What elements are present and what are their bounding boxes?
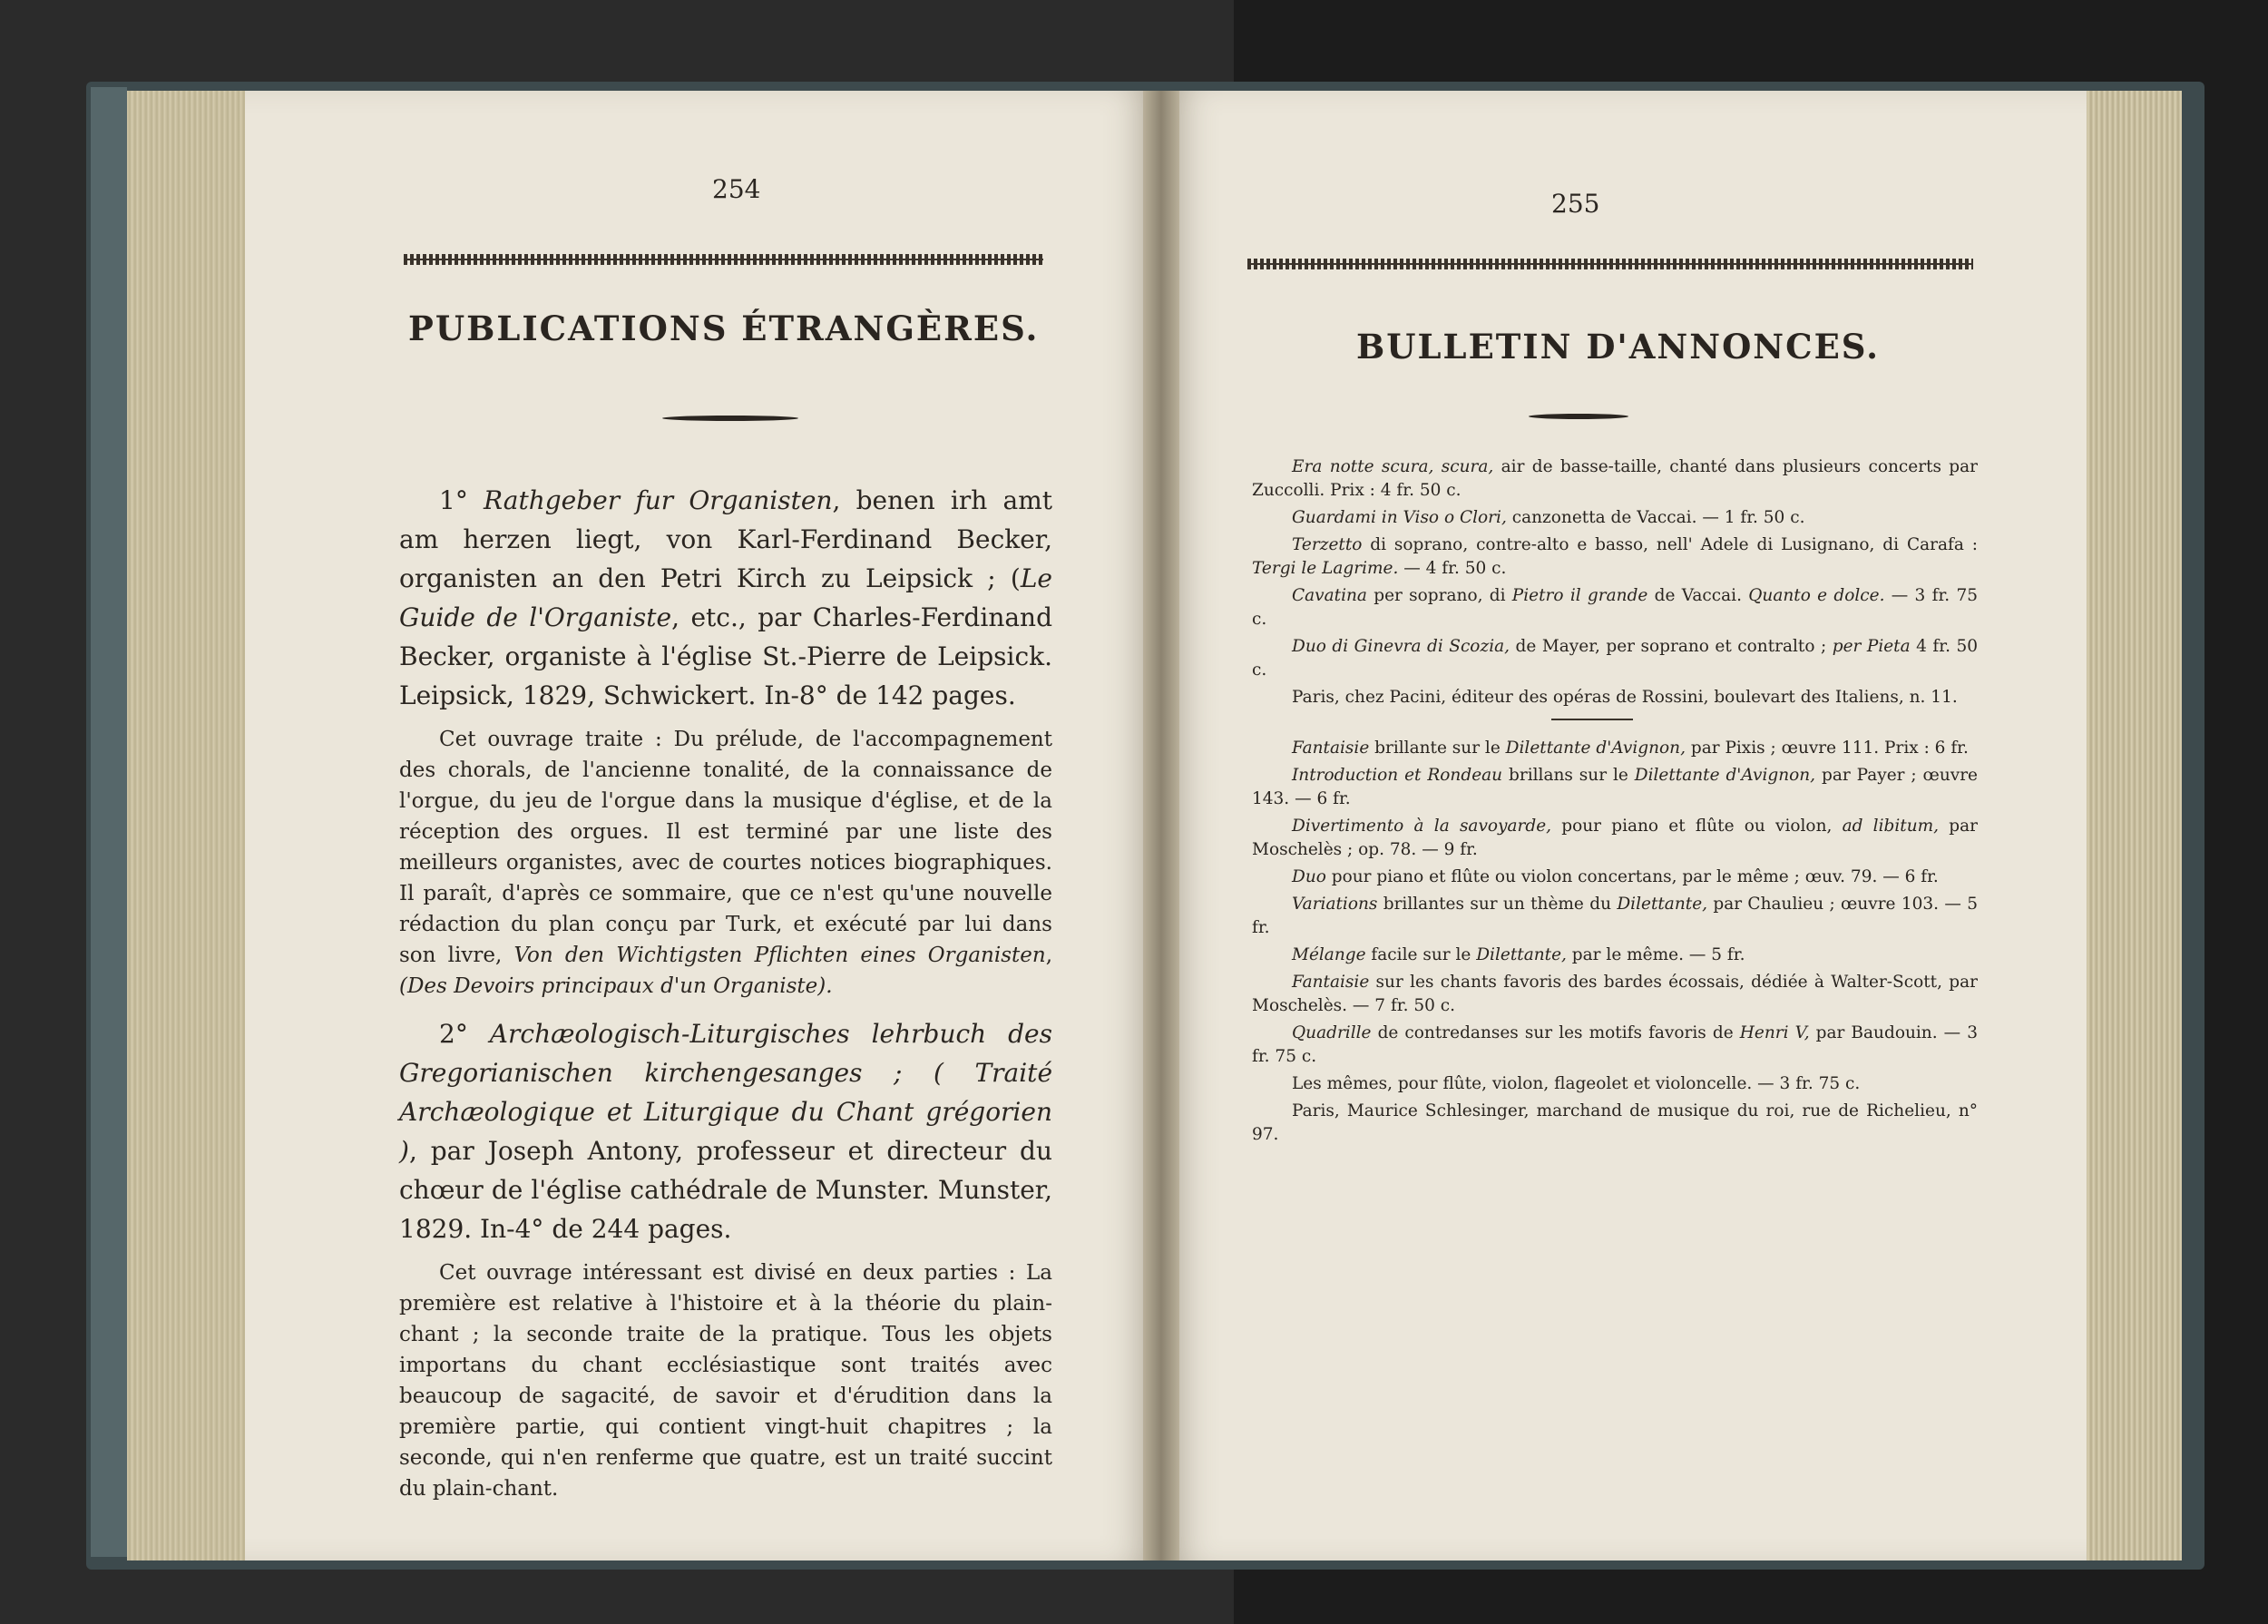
page-title: PUBLICATIONS ÉTRANGÈRES. <box>408 308 1040 348</box>
paragraph-1-text: Cet ouvrage traite : Du prélude, de l'accompagnement des chorals, de l'ancienne tonalité, de la connaissance de l'orgue, du jeu de l'orgue dans la musique d'église, et de la réception des orgues. Il est terminé par une liste des meilleurs organistes, avec de courtes notices biographiques. Il paraît, d'après ce sommaire, que ce n'est qu'une nouvelle rédaction du plan conçu par Turk, et exécuté par lui dans son livre, <box>399 728 1052 967</box>
announcement-text-2: par Pixis ; œuvre 111. Prix : 6 fr. <box>1685 739 1969 758</box>
announcement-text: sur les chants favoris des bardes écossais, dédiée à Walter-Scott, par Moschelès. — 7 fr. 50 c. <box>1252 973 1978 1015</box>
announcement-title: Duo di Ginevra di Scozia, <box>1292 637 1510 656</box>
announcement-text: canzonetta de Vaccai. — 1 fr. 50 c. <box>1506 508 1805 527</box>
left-page <box>245 91 1161 1560</box>
announcement-title: Introduction et Rondeau <box>1292 766 1503 785</box>
announcement <box>1252 455 1978 503</box>
announcement-title: Quadrille <box>1292 1023 1372 1042</box>
book-cover-edge <box>91 87 127 1557</box>
title-ornament <box>662 416 798 421</box>
announcement <box>1252 635 1978 682</box>
announcement-text: di soprano, contre-alto e basso, nell' Adele di Lusignano, di Carafa : <box>1362 535 1978 554</box>
announcement-text: de contredanses sur les motifs favoris de <box>1371 1023 1740 1042</box>
paragraph-1-fr-title: (Des Devoirs principaux d'un Organiste). <box>399 974 833 998</box>
announcement-text-2: de Vaccai. <box>1647 586 1749 605</box>
paragraph-1: Cet ouvrage traite : Du prélude, de l'accompagnement des chorals, de l'ancienne tonalité, de la connaissance de l'orgue, du jeu de l'orgue dans la musique d'église, et de la réception des orgues. Il est terminé par une liste des meilleurs organistes, avec de courtes notices biographiques. Il paraît, d'après ce sommaire, que ce n'est qu'une nouvelle rédaction du plan conçu par Turk, et exécuté par lui dans son livre, Von den Wichtigsten Pflichten eines Organisten, (Des Devoirs principaux d'un Organiste). <box>399 728 1053 998</box>
announcement <box>1252 815 1978 862</box>
right-page <box>1161 91 2087 1560</box>
announcement-text-2: — 4 fr. 50 c. <box>1398 559 1507 578</box>
entry-2-number: 2° <box>439 1019 468 1049</box>
announcement-title-2: Dilettante, <box>1617 895 1708 914</box>
announcement <box>1252 506 1978 530</box>
page-number: 254 <box>712 174 761 204</box>
announcement-title: Fantaisie <box>1292 739 1370 758</box>
announcement-title-2: per Pieta <box>1832 637 1911 656</box>
announcement-title: Duo <box>1292 867 1326 886</box>
header-rule <box>404 254 1043 265</box>
announcement-text: air de basse-taille, chanté dans plusieurs concerts par Zuccolli. Prix : 4 fr. 50 c. <box>1252 457 1979 500</box>
entry-1-number: 1° <box>439 485 468 515</box>
entry-2-title: Archæologisch-Liturgisches lehrbuch des Gregorianischen kirchengesanges ; <box>399 1019 1052 1088</box>
entry-1-fr-title: Le Guide de l'Organiste <box>399 563 1052 632</box>
announcement-title-2: Tergi le Lagrime. <box>1252 559 1399 578</box>
publisher-line: Paris, Maurice Schlesinger, marchand de musique du roi, rue de Richelieu, n° 97. <box>1252 1101 1978 1144</box>
header-rule <box>1247 259 1973 269</box>
announcement-text-2: par Moschelès ; op. 78. — 9 fr. <box>1252 817 1978 859</box>
announcement-text: pour piano et flûte ou violon concertans, par le même ; œuv. 79. — 6 fr. <box>1325 867 1939 886</box>
announcement <box>1252 866 1978 889</box>
announcement <box>1252 971 1978 1018</box>
announcement-title: Fantaisie <box>1292 973 1370 992</box>
announcement-title-2: Dilettante d'Avignon, <box>1634 766 1816 785</box>
entry-1-text-2: , etc., par Charles-Ferdinand Becker, organiste à l'église St.-Pierre de Leipsick. Leipsick, 1829, Schwickert. In-8° de 142 pages. <box>399 602 1052 710</box>
left-text-column <box>399 481 1052 1504</box>
section-divider <box>1551 719 1633 720</box>
announcement <box>1252 737 1978 760</box>
paragraph-1-german-title: Von den Wichtigsten Pflichten eines Organisten <box>513 944 1046 967</box>
announcement-title-2: Henri V, <box>1739 1023 1810 1042</box>
announcement: Les mêmes, pour flûte, violon, flageolet et violoncelle. — 3 fr. 75 c. <box>1292 1074 1861 1093</box>
announcement-title: Mélange <box>1292 945 1366 964</box>
announcement-text-2: par Chaulieu ; œuvre 103. — 5 fr. <box>1252 895 1978 937</box>
announcement-title: Terzetto <box>1292 535 1363 554</box>
announcement-text-2: par Payer ; œuvre 143. — 6 fr. <box>1252 766 1978 808</box>
announcement-text: pour piano et flûte ou violon, <box>1551 817 1843 836</box>
page-title: BULLETIN D'ANNONCES. <box>1356 327 1881 367</box>
publisher-line: Paris, chez Pacini, éditeur des opéras de Rossini, boulevart des Italiens, n. 11. <box>1292 688 1958 707</box>
title-ornament <box>1529 414 1628 419</box>
announcement-title-3: Quanto e dolce. <box>1748 586 1885 605</box>
announcement <box>1252 764 1978 811</box>
announcement-text: brillantes sur un thème du <box>1377 895 1618 914</box>
announcement-text-2: par le même. — 5 fr. <box>1566 945 1745 964</box>
announcement-title: Cavatina <box>1292 586 1367 605</box>
announcement-text-2: par Baudouin. — 3 fr. 75 c. <box>1252 1023 1978 1066</box>
announcement <box>1252 1022 1978 1069</box>
announcement-text: per soprano, di <box>1366 586 1512 605</box>
page-number: 255 <box>1551 189 1600 219</box>
announcement-text-2: 4 fr. 50 c. <box>1252 637 1978 680</box>
book-gutter <box>1143 91 1179 1560</box>
announcement-text: de Mayer, per soprano et contralto ; <box>1510 637 1833 656</box>
announcement-text: brillans sur le <box>1502 766 1635 785</box>
entry-2-text: , par Joseph Antony, professeur et directeur du chœur de l'église cathédrale de Munster. Munster, 1829. In-4° de 244 pages. <box>399 1136 1052 1244</box>
announcement-title-2: Dilettante, <box>1476 945 1567 964</box>
entry-1-title: Rathgeber fur Organisten <box>484 485 833 515</box>
announcement-title-2: Pietro il grande <box>1511 586 1648 605</box>
announcement <box>1252 944 1978 967</box>
announcement <box>1252 533 1978 581</box>
page-edges-right <box>2077 91 2182 1560</box>
announcement-title: Variations <box>1292 895 1378 914</box>
entry-2 <box>399 1014 1052 1248</box>
entry-1 <box>399 481 1052 715</box>
announcement-title: Divertimento à la savoyarde, <box>1292 817 1552 836</box>
announcement-text: facile sur le <box>1365 945 1477 964</box>
announcement <box>1252 893 1978 940</box>
announcements-group-1 <box>1252 455 1978 709</box>
announcement-title: Era notte scura, scura, <box>1292 457 1494 476</box>
right-text-column <box>1252 455 1978 1150</box>
announcement-title: Guardami in Viso o Clori, <box>1292 508 1507 527</box>
page-edges-left <box>127 91 254 1560</box>
entry-1-text: , benen irh amt am herzen liegt, von Karl-Ferdinand Becker, organisten an den Petri Kirch zu Leipsick ; ( <box>399 485 1052 593</box>
announcement <box>1252 584 1978 631</box>
announcement-text-3: — 3 fr. 75 c. <box>1252 586 1978 629</box>
announcement-title-2: Dilettante d'Avignon, <box>1505 739 1686 758</box>
announcements-group-2 <box>1252 737 1978 1147</box>
announcement-title-2: ad libitum, <box>1842 817 1940 836</box>
paragraph-2: Cet ouvrage intéressant est divisé en deux parties : La première est relative à l'histoire et à la théorie du plain-chant ; la seconde traite de la pratique. Tous les objets importans du chant ecclésiastique sont traités avec beaucoup de sagacité, de savoir et d'érudition dans la première partie, qui contient vingt-huit chapitres ; la seconde, qui n'en renferme que quatre, est un traité succint du plain-chant. <box>399 1261 1052 1501</box>
entry-2-fr-title: ( Traité Archæologique et Liturgique du Chant grégorien ) <box>399 1058 1053 1166</box>
announcement-text: brillante sur le <box>1369 739 1506 758</box>
